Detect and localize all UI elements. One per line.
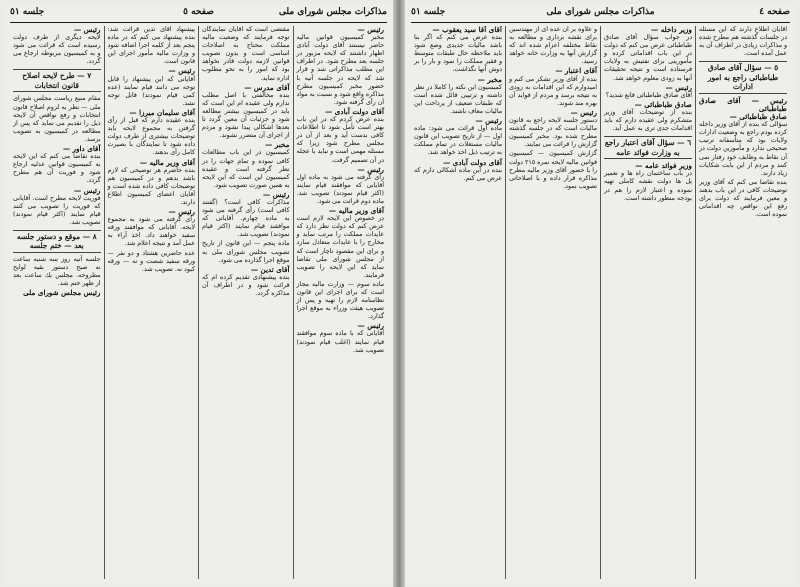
paragraph: مذاكرات كافى است؟ (گفتند كافى است) رأى گرفته مى شود به ماده چهارم. آقایانى كه موافقند قیام نمایند (اكثر قیام نمودند) تصویب شد. <box>202 198 290 239</box>
left-page <box>4 4 393 583</box>
paragraph: رأى گرفته مى شود به ماده اول آقایانى كه موافقند قیام نمایند (اكثر قیام نمودند) تصویب شد. ماده دوم قرائت مى شود. <box>296 173 384 205</box>
paragraph: كمیسیون در این باب مطالعات كافى نموده و تمام جهات را در نظر گرفته است و عقیده كمیسیون این است كه این لایحه به همین صورت تصویب شود. <box>202 149 290 189</box>
paragraph: گزارش كمیسیون — كمیسیون قوانین مالیه لایحه نمره ٢١٥ دولت را با حضور آقاى وزیر مالیه مطرح مذاكره قرار داده و با اصلاحاتى تصویب نمود. <box>508 150 597 190</box>
right-header-rule <box>411 22 790 23</box>
speaker-label: صادق طباطبائى — <box>729 112 787 122</box>
paragraph: بنده عرض كردم كه در این باب بهتر است تأمل شود تا اطلاعات كافى بدست آید و بعد از آن در مجلس مطرح شود زیرا كه مسئله مهمى است و نباید با عجله در آن تصمیم گرفت. <box>296 116 384 164</box>
speaker-label: رئيس — <box>665 82 692 92</box>
right-page-column-1 <box>696 26 790 579</box>
paragraph: ماده پنجم — این قانون از تاریخ تصویب مجلس شوراى ملى به موقع اجرا گذارده مى شود. <box>202 240 290 264</box>
right-header-session: جلسه ٥١ <box>411 7 446 17</box>
paragraph: در باب ساختمان راه ها و تعمیر پل ها دولت نقشه كاملى تهیه نموده و اعتبار لازم را هم در بودجه منظور داشته است. <box>604 170 692 202</box>
speaker-label: رئيس — <box>168 207 195 217</box>
paragraph: مخبر كمیسیون قوانین مالیه حاضر نیستند آقاى دولت آبادى اظهار داشتند كه لایحه مزبور در جلسه بعد مطرح شود. در اطراف این مطلب مذاكراتى شد و قرار شد كه لایحه در جلسه آتیه با حضور مخبر كمیسیون مطرح مذاكره واقع شود و نسبت به مواد آن رأى گرفته شود. <box>296 34 384 106</box>
speaker-label: آقاى سلیمان میرزا — <box>129 107 195 117</box>
left-header-session: جلسه ٥١ <box>10 7 45 17</box>
paragraph: پیشنهاد آقاى تدین قرائت شد: بنده پیشنهاد مى كنم كه در ماده پنجم بعد از كلمه اجرا اضافه شود و وزارت مالیه مأمور اجراى این قانون است. <box>107 26 195 66</box>
paragraph: جلسه آتیه روز سه شنبه ساعت نه صبح دستور بقیه لوایح مطروحه. مجلس یك ساعت بعد از ظهر ختم شد. <box>13 255 101 288</box>
speaker-label: رئيس — <box>74 26 101 34</box>
left-page-header <box>10 6 387 22</box>
book-gutter <box>393 0 405 587</box>
paragraph: بنده پیشنهادى تقدیم كرده ام كه قرائت شود و در اطراف آن مذاكره گردد. <box>202 273 290 297</box>
speaker-label: رئيس — <box>357 164 384 174</box>
section-heading: ٥ — سؤال آقاى صادق طباطبائى راجع به امور ادارات <box>699 61 787 94</box>
paragraph: بنده تقاضا مى كنم كه آقاى وزیر توضیحات كافى در این باب بدهند و معین فرمایند كه دولت براى رفع این نواقص چه اقداماتى نموده است. <box>699 178 787 219</box>
paragraph: ماده سوم — وزارت مالیه مجاز است كه براى اجراى این قانون نظامنامه لازم را تهیه و پس از تصویب هیئت وزراء به موقع اجرا گذارد. <box>296 280 384 321</box>
speaker-label: آقاى وزیر مالیه — <box>139 157 195 167</box>
speaker-label: وزیر داخله — <box>651 26 692 34</box>
left-header-title: مذاكرات مجلس شوراى ملى <box>278 7 387 17</box>
speaker-label: رئيس — <box>263 189 290 199</box>
paragraph: بنده از آقاى وزیر تشكر مى كنم و امیدوارم كه این اقدامات به زودى به نتیجه برسد و مردم از فواید آن بهره مند شوند. <box>509 75 597 107</box>
left-page-columns <box>10 26 387 579</box>
speaker-label: آقاى دولت آبادى — <box>325 106 384 116</box>
section-heading: ٨ — موقع و دستور جلسه بعد — ختم جلسه <box>13 230 101 253</box>
paragraph: مقتضى است كه آقایان نمایندگان توجه فرمایند كه وضعیت مالیه مملكت محتاج به اصلاحات اساسى است و بدون تصویب قوانین لازمه دولت قادر نخواهد بود كه امور را به نحو مطلوب اداره نماید. <box>202 26 290 82</box>
paragraph: آقایانى كه با ماده سوم موافقند قیام نمایند (اغلب قیام نمودند) تصویب شد. <box>296 330 384 354</box>
speaker-label: آقاى آقا سید یعقوب — <box>432 26 502 34</box>
right-page <box>405 4 796 583</box>
speaker-label: رئيس — <box>475 116 502 126</box>
paragraph: آقایان اطلاع دارند كه این مسئله در جلسات گذشته هم مطرح شده و مذاكرات زیادى در اطراف آن به عمل آمده است. <box>699 26 787 58</box>
right-page-column-3 <box>506 26 601 579</box>
paragraph: عده حاضرین هشتاد و دو نفر — ورقه سفید شصت و نه — ورقه كبود نه. تصویب شد. <box>107 249 195 273</box>
paragraph: در خصوص این لایحه لازم است عرض كنم كه دولت نظر دارد كه عایدات مملكت را مرتب نماید و مخارج را با عایدات متعادل سازد و براى این مقصود ناچار است كه از مجلس شوراى ملى تقاضا نماید كه این لایحه را تصویب فرمایند. <box>296 215 384 279</box>
right-header-title: مذاكرات مجلس شوراى ملى <box>546 7 655 17</box>
speaker-label: رئيس — <box>74 185 101 195</box>
paragraph: بنده در این ماده اشكالى دارم كه عرض مى كنم. <box>414 166 502 182</box>
paragraph: بنده عرض مى كنم كه اگر بنا باشد مالیات جدیدى وضع شود باید ملاحظه حال طبقات متوسط و فقیر مملكت را نمود و بار را بر دوش آنها نگذاشت. <box>414 34 502 74</box>
paragraph: آقایانى كه این پیشنهاد را قابل توجه مى دانند قیام نمایند (عده كمى قیام نمودند) قابل توجه نشد. <box>107 75 195 107</box>
speaker-label: آقاى وزیر مالیه — <box>328 206 384 216</box>
speaker-label: رئيس — <box>570 107 597 117</box>
paragraph: آقاى صادق طباطبائى قانع شدید؟ <box>605 91 692 99</box>
paragraph: بنده از توضیحات آقاى وزیر متشكرم ولى عقیده دارم كه باید اقدامات جدى ترى به عمل آید. <box>604 108 692 133</box>
left-page-column-3 <box>105 26 200 579</box>
right-header-page-number: صفحه ٤ <box>759 7 790 17</box>
speaker-label: صادق طباطبائى — <box>634 99 692 109</box>
paragraph: رأى گرفته مى شود به مجموع لایحه. آقایانى كه موافقند ورقه سفید خواهند داد. اخذ آراء به عمل آمد و نتیجه اعلام شد. <box>107 216 195 248</box>
right-page-header <box>411 6 790 22</box>
speaker-label: وزیر فوائد عامه — <box>635 161 692 171</box>
speaker-label: مخبر — <box>477 74 502 84</box>
left-page-column-1 <box>294 26 388 579</box>
speaker-label: رئيس — <box>168 66 195 76</box>
left-header-page-number: صفحه ٥ <box>183 7 214 17</box>
section-heading: ٧ — طرح لایحه اصلاح قانون انتخابات <box>13 69 101 92</box>
section-heading: ٦ — سؤال آقاى اعتبار راجع به وزارت فوائد عامه <box>604 136 692 159</box>
left-page-column-4 <box>10 26 105 579</box>
speaker-label: آقاى تدین — <box>250 264 290 274</box>
speaker-label: آقاى مدرس — <box>244 82 290 92</box>
speaker-label: رئيس — <box>357 321 384 331</box>
speaker-label: رئيس — آقاى صادق طباطبائى <box>699 95 787 113</box>
paragraph: بنده مخالفتى با اصل مطلب ندارم ولى عقیده ام این است كه باید در كمیسیون بیشتر مطالعه شود و جزئیات آن معین گردد تا بعدها اشكالى پیدا نشود و مردم از اجراى آن متضرر نشوند. <box>202 91 290 140</box>
paragraph: بنده حاضرم هر توضیحى كه لازم باشد بدهم و در كمیسیون هم توضیحات كافى داده شده است و آقایان اعضاى كمیسیون اطلاع دارند. <box>107 166 195 206</box>
paragraph: ماده اول قرائت مى شود: ماده اول — از تاریخ تصویب این قانون مالیات مستغلات در تمام مملكت به ترتیب ذیل اخذ خواهد شد. <box>414 125 502 157</box>
paragraph: مقام منیع ریاست مجلس شوراى ملى — نظر به لزوم اصلاح قانون انتخابات و رفع نواقص آن لایحه ذیل را تقدیم مى نماید كه پس از مطالعه در كمیسیون به تصویب برسد. <box>13 95 101 143</box>
paragraph: بنده تقاضا مى كنم كه این لایحه به كمیسیون قوانین عدلیه ارجاع شود و فوریت آن هم مطرح گردد. <box>13 153 101 185</box>
paragraph: و علاوه بر آن عده اى از مهندسین براى نقشه بردارى و مطالعه به نقاط مختلفه اعزام شده اند كه گزارش آنها به وزارت خانه خواهد رسید. <box>509 26 597 66</box>
paragraph: لایحه دیگرى از طرف دولت رسیده است كه قرائت مى شود و به كمیسیون مربوطه ارجاع مى گردد. <box>13 34 101 66</box>
left-header-rule <box>10 22 387 23</box>
speaker-label: مخبر — <box>265 140 290 150</box>
speaker-label: آقاى دولت آبادى — <box>443 157 502 167</box>
right-page-column-2 <box>601 26 696 579</box>
right-page-columns <box>411 26 790 579</box>
speaker-label: آقاى داور — <box>62 144 101 154</box>
speaker-label: رئيس — <box>357 26 384 34</box>
paragraph: دستور جلسه لایحه راجع به قانون مالیات است كه در جلسه گذشته مطرح شده بود. مخبر كمیسیون گزارش را قرائت مى نمایند. <box>509 117 597 149</box>
speaker-label: آقاى اعتبار — <box>555 66 597 76</box>
speaker-label: رئیس مجلس شوراى ملى <box>23 288 101 298</box>
left-page-column-2 <box>199 26 294 579</box>
paragraph: در جواب سؤال آقاى صادق طباطبائى عرض مى كنم كه دولت در این باب اقداماتى كرده و مأمورینى براى تفتیش به ولایات فرستاده است و نتیجه تحقیقات آنها به زودى معلوم خواهد شد. <box>604 34 692 82</box>
right-page-column-4 <box>411 26 506 579</box>
paragraph: فوریت لایحه مطرح است. آقایانى كه فوریت را تصویب مى كنند قیام نمایند (اكثر قیام نمودند) تصویب شد. <box>13 194 101 226</box>
paragraph: بنده عقیده دارم كه قبل از رأى گرفتن به مجموع لایحه باید توضیحات بیشترى از طرف دولت داده شود تا نمایندگان با بصیرت كامل رأى بدهند. <box>107 117 195 157</box>
paragraph: كمیسیون این نكته را كاملا در نظر داشته و ترتیبى قائل شده است كه طبقات ضعیف از پرداخت این مالیات معاف باشند. <box>414 83 502 115</box>
paragraph: سؤالى كه بنده از آقاى وزیر داخله كرده بودم راجع به وضعیت ادارات ولایات بود كه متأسفانه ترتیب صحیحى ندارد و مأمورین دولت در آن نقاط به وظایف خود رفتار نمى كنند و مردم از این بابت شكایات زیاد دارند. <box>699 121 787 177</box>
